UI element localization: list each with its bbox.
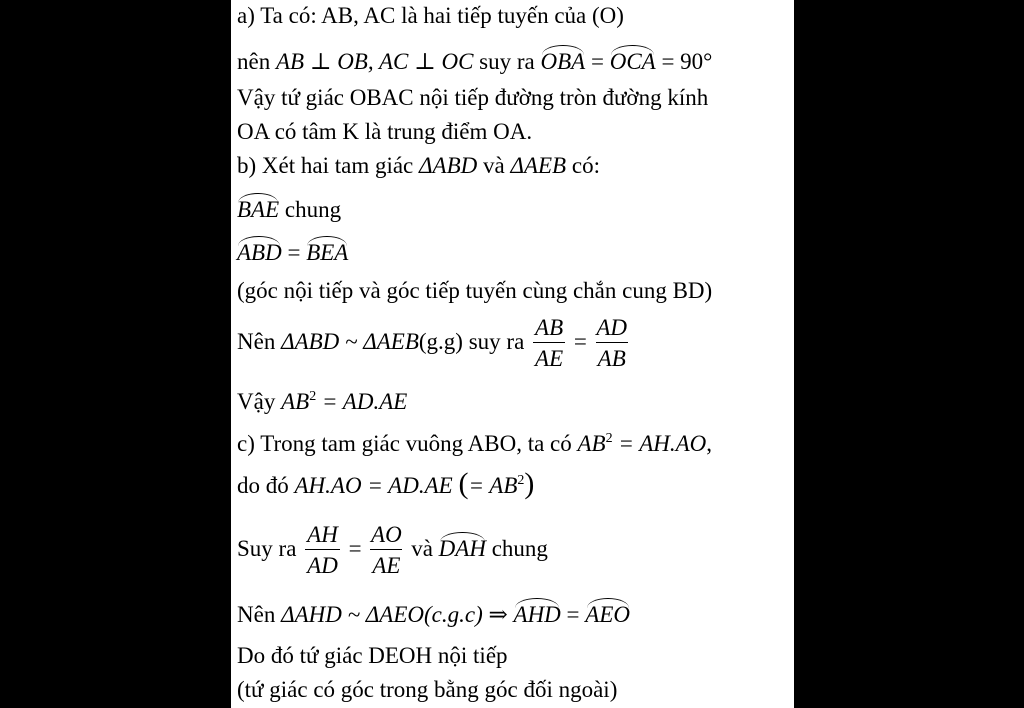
line-center-k: OA có tâm K là trung điểm OA. [237,119,533,144]
text-nen: Nên [237,328,276,354]
left-paren: ( [458,467,469,500]
equals-sign: = [566,602,580,627]
text-suy-ra: suy ra [468,328,525,354]
ab-base: AB [577,431,606,456]
angle-oba: OBA [541,43,586,76]
equals-sign: = [590,49,604,74]
line-c-intro [237,430,712,458]
line-exterior-angle-reason: (tứ giác có góc trong bằng góc đối ngoài) [237,677,618,702]
angle-dah: DAH [439,530,486,563]
ah-ao-product: = AH.AO [618,431,707,456]
line-equal-angles [237,234,348,267]
text-b-xet: b) Xét hai tam giác [237,153,414,178]
line-ratio-ah-ad [237,521,548,580]
ab-base: AB [281,389,310,414]
text-gg: (g.g) [418,328,463,354]
similarity-ahd-aeo: ΔAHD ~ ΔAEO(c.g.c) ⇒ [281,602,508,627]
exponent: 2 [309,389,317,404]
equals-sign: = [573,328,587,354]
line-deoh-cyclic: Do đó tứ giác DEOH nội tiếp [237,643,508,668]
exponent: 2 [517,473,525,488]
text-vay: Vậy [237,389,276,414]
fraction-ah-ad [305,521,340,580]
denominator: AE [533,342,565,373]
text-va: và [411,535,433,561]
line-similar-aeo [237,596,630,629]
fraction-ab-ae [533,314,565,373]
angle-ahd: AHD [514,596,561,629]
angle-aeo: AEO [585,596,630,629]
fraction-ao-ae [370,521,402,580]
triangle-aeb: ΔAEB [510,153,567,178]
angle-bae: BAE [237,191,279,224]
triangle-abd: ΔABD [419,153,478,178]
exponent: 2 [605,431,613,446]
angle-abd: ABD [237,234,282,267]
text-chung: chung [491,535,548,561]
line-similar-ratio [237,314,631,373]
product-equality: AH.AO = AD.AE [294,473,453,498]
line-perpendicular [237,43,712,76]
fraction-ad-ab [596,314,628,373]
similarity-abd-aeb: ΔABD ~ ΔAEB [281,328,419,354]
equals-sign: = [348,535,362,561]
numerator: AH [307,522,338,547]
right-paren: ) [524,467,535,500]
line-ab-squared [237,388,407,416]
text-suy-ra: suy ra [479,49,535,74]
ad-ae-product: = AD.AE [321,389,408,414]
text-co: có: [571,153,600,178]
comma: , [706,431,713,456]
line-common-angle [237,191,341,224]
numerator: AB [535,315,564,340]
text-do-do: do đó [237,473,289,498]
line-reason: (góc nội tiếp và góc tiếp tuyến cùng chắn cung BD) [237,278,713,303]
angle-bea: BEA [306,234,348,267]
text-c-trong: c) Trong tam giác vuông ABO, ta có [237,431,572,456]
equals-sign: = [287,240,301,265]
denominator: AB [596,342,628,373]
numerator: AO [371,522,402,547]
line-product-equality [237,467,535,500]
text-nen: Nên [237,602,276,627]
line-cyclic-quad: Vậy tứ giác OBAC nội tiếp đường tròn đường kính [237,85,709,110]
ninety-degrees: = 90° [661,49,713,74]
text-suy-ra: Suy ra [237,535,297,561]
line-a-intro: a) Ta có: AB, AC là hai tiếp tuyến của (O) [237,3,624,28]
text-va: và [482,153,505,178]
denominator: AD [305,549,340,580]
ab-squared-inner: = AB [468,473,518,498]
text-nen: nên [237,49,271,74]
perpendicular-expr: AB ⊥ OB, AC ⊥ OC [275,49,474,74]
angle-oca: OCA [610,43,656,76]
denominator: AE [370,549,402,580]
numerator: AD [596,315,628,340]
solution-page [231,0,794,708]
line-b-intro [237,152,600,180]
text-chung: chung [284,197,342,222]
